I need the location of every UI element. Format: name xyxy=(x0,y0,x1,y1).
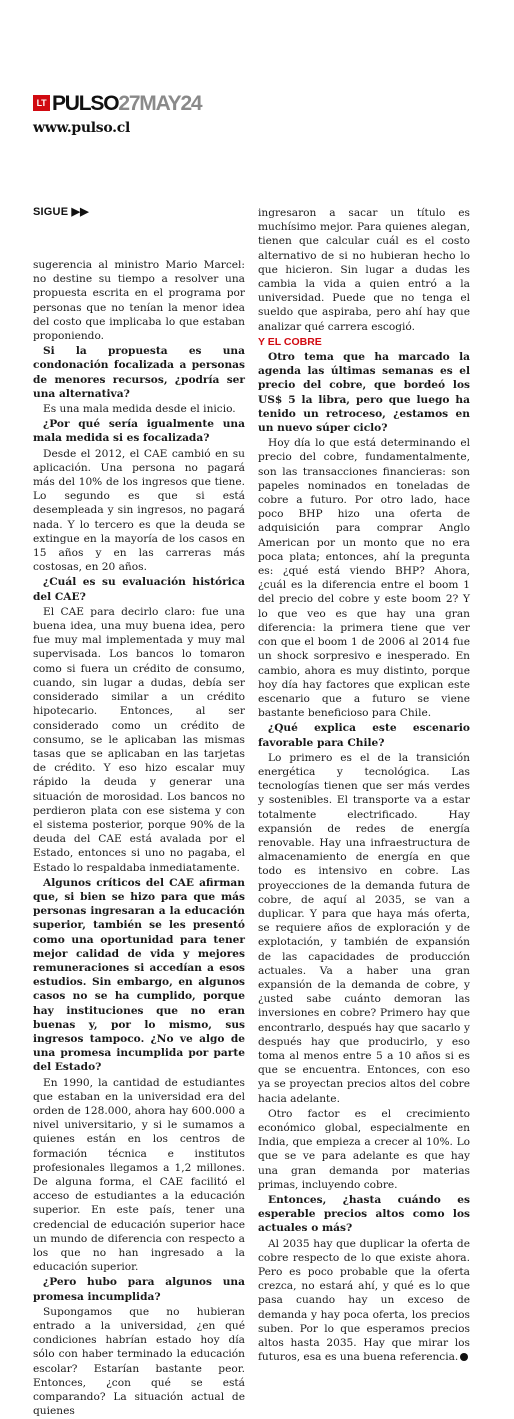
brand-name: PULSO xyxy=(52,91,119,115)
answer-paragraph: En 1990, la cantidad de estudiantes que estaban en la universidad era del orden de 128.000, ahora hay 600.000 a nivel universitario, y si le sumamos a quienes están en los centros de formación técnica e institutos profesionales llegamos a 1,2 millones. De alguna forma, el CAE facilitó el acceso de estudiantes a la educación superior. En este país, tener una credencial de educación superior hace un mundo de diferencia con respecto a los que no han ingresado a la educación superior. xyxy=(33,1076,245,1274)
interview-question: Entonces, ¿hasta cuándo es esperable precios altos como los actuales o más? xyxy=(258,1194,470,1235)
answer-paragraph: El CAE para decirlo claro: fue una buena idea, una muy buena idea, pero fue muy mal implementada y muy mal supervisada. Los bancos lo tomaron como si fuera un crédito de consumo, cuando, sin lugar a dudas, debía ser considerado similar a un crédito hipotecario. Entonces, al ser considerado como un crédito de consumo, se le aplicaban las mismas tasas que se aplicaban en las tarjetas de crédito. Y eso hizo escalar muy rápido la deuda y generar una situación de morosidad. Los bancos no perdieron plata con ese sistema y con el sistema posterior, porque 90% de la deuda del CAE está avalada por el Estado, entonces si uno no pagaba, el Estado lo respaldaba inmediatamente. xyxy=(33,605,245,874)
interview-question: Algunos críticos del CAE afirman que, si bien se hizo para que más personas ingresaran a la educación superior, también se les presentó como una oportunidad para tener mejor calidad de vida y mejores remuneraciones si accedían a esos estudios. Sin embargo, en algunos casos no se ha cumplido, porque hay instituciones que no eran buenas y, por lo mismo, sus ingresos tampoco. ¿No ve algo de una promesa incumplida por parte del Estado? xyxy=(33,876,245,1074)
publication-date: 27MAY24 xyxy=(118,91,202,115)
answer-paragraph: Otro factor es el crecimiento económico global, especialmente en India, que empieza a crecer al 10%. Lo que se ve para adelante es que hay una gran demanda por materias primas, incluyendo cobre. xyxy=(258,1107,470,1191)
site-url[interactable]: www.pulso.cl xyxy=(33,120,130,136)
answer-paragraph: Al 2035 hay que duplicar la oferta de cobre respecto de lo que existe ahora. Pero es poco probable que la oferta crezca, no estará ahí, y qué es lo que pasa cuando hay un exceso de demanda y hay poca oferta, los precios suben. Por lo que esperamos precios altos hasta 2035. Hay que mirar los futuros, esa es una buena referencia. xyxy=(258,1237,470,1364)
interview-question: ¿Cuál es su evaluación histórica del CAE? xyxy=(33,576,245,603)
answer-paragraph: Lo primero es el de la transición energética y tecnológica. Las tecnologías tienen que ser más verdes y sostenibles. El transporte va a estar totalmente electrificado. Hay expansión de redes de energía renovable. Hay una infraestructura de almacenamiento de energía en que todo es intensivo en cobre. Las proyecciones de la demanda futura de cobre, de aquí al 2035, se van a duplicar. Y para que haya más oferta, se requiere años de exploración y de explotación, y también de expansión de las capacidades de producción actuales. Va a haber una gran expansión de la demanda de cobre, y ¿usted sabe cuánto demoran las inversiones en cobre? Primero hay que encontrarlo, después hay que sacarlo y después hay que producirlo, y eso toma al menos entre 5 a 10 años si es que se encuentra. Entonces, con eso ya se proyectan precios altos del cobre hacia adelante. xyxy=(258,751,470,1105)
end-of-article-icon xyxy=(460,1353,468,1361)
brand-row xyxy=(33,92,201,114)
interview-question: ¿Qué explica este escenario favorable para Chile? xyxy=(258,722,470,749)
interview-question: Otro tema que ha marcado la agenda las últimas semanas es el precio del cobre, que bordeó los US$ 5 la libra, pero que luego ha tenido un retroceso, ¿estamos en un nuevo súper ciclo? xyxy=(258,351,470,435)
section-subheading: Y EL COBRE xyxy=(258,335,322,348)
answer-paragraph: Supongamos que no hubieran entrado a la universidad, ¿en qué condiciones habrían estado hoy día sólo con haber terminado la educación escolar? Estarían bastante peor. Entonces, ¿con qué se está comparando? La situación actual de quienes xyxy=(33,1305,245,1418)
masthead xyxy=(33,92,201,136)
answer-paragraph: ingresaron a sacar un título es muchísimo mejor. Para quienes alegan, tienen que calcular cuál es el costo alternativo de si no hubieran hecho lo que hicieron. Sin lugar a dudas les cambia la vida a quien entró a la universidad. Puede que no tenga el sueldo que aspiraba, pero ahí hay que analizar qué carrera escogió. xyxy=(258,207,470,333)
interview-question: ¿Por qué sería igualmente una mala medida si es focalizada? xyxy=(33,418,245,445)
interview-question: Si la propuesta es una condonación focalizada a personas de menores recursos, ¿podría ser una alternativa? xyxy=(33,345,245,400)
answer-paragraph: Es una mala medida desde el inicio. xyxy=(43,403,236,416)
interview-question: ¿Pero hubo para algunos una promesa incumplida? xyxy=(33,1276,245,1303)
lt-logo: LT xyxy=(33,95,50,111)
answer-paragraph: Hoy día lo que está determinando el precio del cobre, fundamentalmente, son las transacciones financieras: son papeles nominados en toneladas de cobre a futuro. Por otro lado, hace poco BHP hizo una oferta de adquisición para comprar Anglo American por un monto que no era poca plata; entonces, ahí la pregunta es: ¿qué está viendo BHP? Ahora, ¿cuál es la diferencia entre el boom 1 del precio del cobre y este boom 2? Y lo que veo es que hay una gran diferencia: la primera tiene que ver con que el boom 1 de 2006 al 2014 fue un shock sorpresivo e inesperado. En cambio, ahora es muy distinto, porque hoy día hay factores que explican este escenario que a futuro se viene bastante beneficioso para Chile. xyxy=(258,437,470,720)
article-column-left xyxy=(33,258,245,1419)
answer-paragraph: Desde el 2012, el CAE cambió en su aplicación. Una persona no pagará más del 10% de los ingresos que tiene. Lo segundo es que si está desempleada y sin ingresos, no pagará nada. Y lo tercero es que la deuda se extingue en la mayoría de los casos en 15 años y en las carreras más costosas, en 20 años. xyxy=(33,447,245,574)
answer-paragraph: sugerencia al ministro Mario Marcel: no destine su tiempo a resolver una propuesta escrita en el programa por personas que no tenían la menor idea del costo que implicaba lo que estaban proponiendo. xyxy=(33,259,245,343)
article-column-right xyxy=(258,206,470,1365)
continues-label: SIGUE ▶▶ xyxy=(33,206,89,218)
